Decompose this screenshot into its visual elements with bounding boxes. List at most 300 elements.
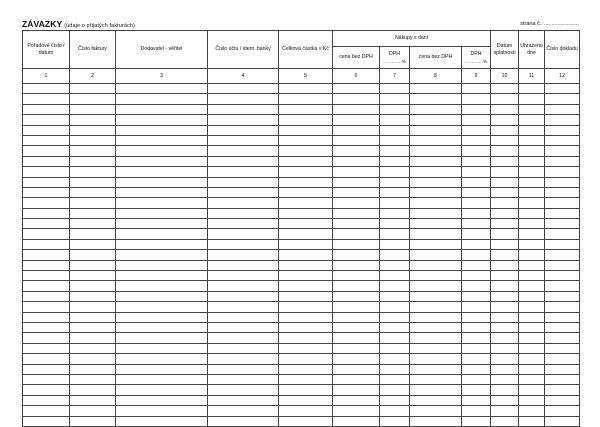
table-cell[interactable] xyxy=(462,219,491,229)
table-cell[interactable] xyxy=(208,187,279,197)
table-cell[interactable] xyxy=(70,281,116,291)
table-cell[interactable] xyxy=(380,187,410,197)
table-cell[interactable] xyxy=(462,146,491,156)
table-cell[interactable] xyxy=(462,406,491,416)
table-cell[interactable] xyxy=(70,156,116,166)
table-cell[interactable] xyxy=(279,115,333,125)
table-cell[interactable] xyxy=(462,333,491,343)
table-cell[interactable] xyxy=(70,167,116,177)
table-cell[interactable] xyxy=(491,271,519,281)
table-cell[interactable] xyxy=(380,94,410,104)
table-cell[interactable] xyxy=(410,406,462,416)
table-cell[interactable] xyxy=(208,333,279,343)
table-cell[interactable] xyxy=(380,156,410,166)
table-cell[interactable] xyxy=(208,406,279,416)
table-cell[interactable] xyxy=(279,302,333,312)
table-cell[interactable] xyxy=(462,260,491,270)
table-cell[interactable] xyxy=(410,167,462,177)
table-cell[interactable] xyxy=(333,84,380,94)
table-cell[interactable] xyxy=(519,374,545,384)
table-cell[interactable] xyxy=(462,343,491,353)
table-cell[interactable] xyxy=(279,135,333,145)
table-cell[interactable] xyxy=(116,146,208,156)
table-cell[interactable] xyxy=(208,208,279,218)
table-cell[interactable] xyxy=(116,84,208,94)
table-cell[interactable] xyxy=(279,312,333,322)
table-cell[interactable] xyxy=(208,146,279,156)
table-cell[interactable] xyxy=(545,198,580,208)
table-cell[interactable] xyxy=(208,271,279,281)
table-cell[interactable] xyxy=(462,302,491,312)
table-cell[interactable] xyxy=(333,187,380,197)
table-cell[interactable] xyxy=(70,333,116,343)
table-cell[interactable] xyxy=(116,250,208,260)
table-cell[interactable] xyxy=(491,177,519,187)
table-cell[interactable] xyxy=(519,354,545,364)
table-cell[interactable] xyxy=(116,302,208,312)
table-cell[interactable] xyxy=(380,395,410,405)
table-cell[interactable] xyxy=(116,395,208,405)
table-cell[interactable] xyxy=(279,281,333,291)
table-cell[interactable] xyxy=(208,260,279,270)
table-cell[interactable] xyxy=(279,167,333,177)
table-cell[interactable] xyxy=(519,177,545,187)
table-cell[interactable] xyxy=(545,312,580,322)
table-cell[interactable] xyxy=(23,125,70,135)
table-cell[interactable] xyxy=(70,239,116,249)
table-cell[interactable] xyxy=(279,406,333,416)
table-cell[interactable] xyxy=(116,333,208,343)
table-cell[interactable] xyxy=(70,374,116,384)
table-cell[interactable] xyxy=(491,135,519,145)
table-cell[interactable] xyxy=(116,177,208,187)
table-cell[interactable] xyxy=(410,135,462,145)
table-cell[interactable] xyxy=(333,135,380,145)
table-cell[interactable] xyxy=(116,281,208,291)
table-cell[interactable] xyxy=(410,250,462,260)
table-cell[interactable] xyxy=(70,271,116,281)
table-cell[interactable] xyxy=(23,406,70,416)
table-cell[interactable] xyxy=(23,94,70,104)
table-cell[interactable] xyxy=(23,177,70,187)
table-cell[interactable] xyxy=(380,260,410,270)
table-cell[interactable] xyxy=(462,291,491,301)
table-cell[interactable] xyxy=(380,385,410,395)
table-cell[interactable] xyxy=(545,125,580,135)
table-cell[interactable] xyxy=(491,104,519,114)
table-cell[interactable] xyxy=(410,104,462,114)
table-cell[interactable] xyxy=(491,156,519,166)
table-cell[interactable] xyxy=(462,312,491,322)
table-cell[interactable] xyxy=(70,104,116,114)
table-cell[interactable] xyxy=(410,94,462,104)
table-cell[interactable] xyxy=(545,187,580,197)
table-cell[interactable] xyxy=(519,312,545,322)
table-cell[interactable] xyxy=(208,250,279,260)
table-cell[interactable] xyxy=(116,260,208,270)
table-cell[interactable] xyxy=(333,406,380,416)
table-cell[interactable] xyxy=(380,198,410,208)
table-cell[interactable] xyxy=(279,104,333,114)
table-cell[interactable] xyxy=(462,271,491,281)
table-cell[interactable] xyxy=(462,187,491,197)
table-cell[interactable] xyxy=(70,146,116,156)
table-cell[interactable] xyxy=(380,302,410,312)
table-cell[interactable] xyxy=(208,135,279,145)
table-cell[interactable] xyxy=(116,94,208,104)
table-cell[interactable] xyxy=(410,84,462,94)
table-cell[interactable] xyxy=(279,260,333,270)
table-cell[interactable] xyxy=(23,302,70,312)
table-cell[interactable] xyxy=(116,219,208,229)
table-cell[interactable] xyxy=(545,239,580,249)
table-cell[interactable] xyxy=(462,177,491,187)
table-cell[interactable] xyxy=(23,239,70,249)
table-cell[interactable] xyxy=(410,187,462,197)
table-cell[interactable] xyxy=(116,271,208,281)
table-cell[interactable] xyxy=(519,167,545,177)
table-cell[interactable] xyxy=(410,385,462,395)
table-cell[interactable] xyxy=(70,135,116,145)
table-cell[interactable] xyxy=(519,333,545,343)
table-cell[interactable] xyxy=(380,219,410,229)
table-cell[interactable] xyxy=(70,219,116,229)
table-cell[interactable] xyxy=(70,115,116,125)
table-cell[interactable] xyxy=(545,177,580,187)
table-cell[interactable] xyxy=(208,385,279,395)
table-cell[interactable] xyxy=(333,219,380,229)
table-cell[interactable] xyxy=(410,374,462,384)
table-cell[interactable] xyxy=(380,239,410,249)
table-cell[interactable] xyxy=(491,219,519,229)
table-cell[interactable] xyxy=(519,219,545,229)
table-cell[interactable] xyxy=(70,260,116,270)
table-cell[interactable] xyxy=(279,322,333,332)
table-cell[interactable] xyxy=(491,291,519,301)
table-cell[interactable] xyxy=(208,302,279,312)
table-cell[interactable] xyxy=(23,146,70,156)
table-cell[interactable] xyxy=(491,385,519,395)
table-cell[interactable] xyxy=(545,208,580,218)
table-cell[interactable] xyxy=(116,239,208,249)
table-cell[interactable] xyxy=(279,250,333,260)
table-cell[interactable] xyxy=(208,177,279,187)
table-cell[interactable] xyxy=(491,343,519,353)
table-cell[interactable] xyxy=(410,364,462,374)
table-cell[interactable] xyxy=(116,312,208,322)
table-cell[interactable] xyxy=(23,198,70,208)
table-cell[interactable] xyxy=(333,177,380,187)
table-cell[interactable] xyxy=(519,260,545,270)
table-cell[interactable] xyxy=(519,208,545,218)
table-cell[interactable] xyxy=(410,395,462,405)
table-cell[interactable] xyxy=(208,167,279,177)
table-cell[interactable] xyxy=(279,177,333,187)
table-cell[interactable] xyxy=(333,208,380,218)
table-cell[interactable] xyxy=(70,291,116,301)
table-cell[interactable] xyxy=(462,229,491,239)
table-cell[interactable] xyxy=(279,84,333,94)
table-cell[interactable] xyxy=(333,333,380,343)
table-cell[interactable] xyxy=(70,302,116,312)
table-cell[interactable] xyxy=(519,271,545,281)
table-cell[interactable] xyxy=(208,219,279,229)
table-cell[interactable] xyxy=(519,84,545,94)
table-cell[interactable] xyxy=(410,239,462,249)
table-cell[interactable] xyxy=(116,385,208,395)
table-cell[interactable] xyxy=(116,187,208,197)
table-cell[interactable] xyxy=(519,343,545,353)
table-cell[interactable] xyxy=(380,374,410,384)
table-cell[interactable] xyxy=(23,364,70,374)
table-cell[interactable] xyxy=(208,374,279,384)
table-cell[interactable] xyxy=(462,115,491,125)
table-cell[interactable] xyxy=(333,239,380,249)
table-cell[interactable] xyxy=(462,198,491,208)
table-cell[interactable] xyxy=(116,374,208,384)
table-cell[interactable] xyxy=(70,322,116,332)
table-cell[interactable] xyxy=(519,281,545,291)
table-cell[interactable] xyxy=(279,198,333,208)
table-cell[interactable] xyxy=(333,343,380,353)
table-cell[interactable] xyxy=(23,115,70,125)
table-cell[interactable] xyxy=(410,208,462,218)
table-cell[interactable] xyxy=(519,406,545,416)
table-cell[interactable] xyxy=(23,260,70,270)
table-cell[interactable] xyxy=(333,198,380,208)
table-cell[interactable] xyxy=(333,322,380,332)
table-cell[interactable] xyxy=(279,374,333,384)
page-number-blank[interactable]: ....................... xyxy=(543,21,579,27)
table-cell[interactable] xyxy=(208,239,279,249)
table-cell[interactable] xyxy=(462,395,491,405)
table-cell[interactable] xyxy=(410,219,462,229)
table-cell[interactable] xyxy=(545,260,580,270)
table-cell[interactable] xyxy=(519,229,545,239)
table-cell[interactable] xyxy=(279,239,333,249)
table-cell[interactable] xyxy=(519,395,545,405)
table-cell[interactable] xyxy=(410,146,462,156)
table-cell[interactable] xyxy=(410,198,462,208)
table-cell[interactable] xyxy=(462,94,491,104)
table-cell[interactable] xyxy=(116,156,208,166)
table-cell[interactable] xyxy=(380,84,410,94)
table-cell[interactable] xyxy=(208,354,279,364)
table-cell[interactable] xyxy=(380,271,410,281)
table-cell[interactable] xyxy=(279,271,333,281)
table-cell[interactable] xyxy=(333,229,380,239)
table-cell[interactable] xyxy=(333,354,380,364)
table-cell[interactable] xyxy=(23,291,70,301)
header-vat-2-rate-blank[interactable]: .............% xyxy=(464,59,488,65)
table-cell[interactable] xyxy=(279,333,333,343)
table-cell[interactable] xyxy=(116,135,208,145)
table-cell[interactable] xyxy=(279,385,333,395)
table-cell[interactable] xyxy=(23,104,70,114)
header-vat-1-rate-blank[interactable]: .............% xyxy=(383,59,406,65)
table-cell[interactable] xyxy=(462,250,491,260)
table-cell[interactable] xyxy=(519,250,545,260)
table-cell[interactable] xyxy=(116,364,208,374)
table-cell[interactable] xyxy=(70,385,116,395)
table-cell[interactable] xyxy=(333,104,380,114)
table-cell[interactable] xyxy=(116,291,208,301)
table-cell[interactable] xyxy=(519,115,545,125)
table-cell[interactable] xyxy=(23,156,70,166)
table-cell[interactable] xyxy=(491,208,519,218)
table-cell[interactable] xyxy=(208,125,279,135)
table-cell[interactable] xyxy=(208,322,279,332)
table-cell[interactable] xyxy=(410,271,462,281)
table-cell[interactable] xyxy=(333,156,380,166)
table-cell[interactable] xyxy=(70,84,116,94)
table-cell[interactable] xyxy=(116,322,208,332)
table-cell[interactable] xyxy=(23,333,70,343)
table-cell[interactable] xyxy=(116,406,208,416)
table-cell[interactable] xyxy=(279,187,333,197)
table-cell[interactable] xyxy=(333,260,380,270)
table-cell[interactable] xyxy=(410,260,462,270)
table-cell[interactable] xyxy=(545,229,580,239)
table-cell[interactable] xyxy=(70,208,116,218)
table-cell[interactable] xyxy=(23,281,70,291)
table-cell[interactable] xyxy=(491,374,519,384)
table-cell[interactable] xyxy=(462,208,491,218)
table-cell[interactable] xyxy=(333,125,380,135)
table-cell[interactable] xyxy=(70,364,116,374)
table-cell[interactable] xyxy=(333,302,380,312)
table-cell[interactable] xyxy=(545,104,580,114)
table-cell[interactable] xyxy=(519,322,545,332)
table-cell[interactable] xyxy=(208,281,279,291)
table-cell[interactable] xyxy=(208,84,279,94)
table-cell[interactable] xyxy=(491,260,519,270)
table-cell[interactable] xyxy=(23,343,70,353)
table-cell[interactable] xyxy=(462,354,491,364)
table-cell[interactable] xyxy=(279,354,333,364)
table-cell[interactable] xyxy=(70,406,116,416)
table-cell[interactable] xyxy=(23,374,70,384)
table-cell[interactable] xyxy=(491,167,519,177)
table-cell[interactable] xyxy=(23,167,70,177)
table-cell[interactable] xyxy=(380,177,410,187)
table-cell[interactable] xyxy=(23,354,70,364)
table-cell[interactable] xyxy=(519,291,545,301)
table-cell[interactable] xyxy=(333,250,380,260)
table-cell[interactable] xyxy=(23,312,70,322)
table-cell[interactable] xyxy=(491,322,519,332)
table-cell[interactable] xyxy=(333,395,380,405)
table-cell[interactable] xyxy=(380,291,410,301)
table-cell[interactable] xyxy=(462,281,491,291)
table-cell[interactable] xyxy=(208,198,279,208)
table-cell[interactable] xyxy=(491,395,519,405)
table-cell[interactable] xyxy=(545,281,580,291)
table-cell[interactable] xyxy=(279,146,333,156)
table-cell[interactable] xyxy=(519,239,545,249)
table-cell[interactable] xyxy=(116,125,208,135)
table-cell[interactable] xyxy=(410,156,462,166)
table-cell[interactable] xyxy=(410,291,462,301)
table-cell[interactable] xyxy=(545,115,580,125)
table-cell[interactable] xyxy=(519,156,545,166)
table-cell[interactable] xyxy=(116,208,208,218)
table-cell[interactable] xyxy=(208,229,279,239)
table-cell[interactable] xyxy=(70,250,116,260)
table-cell[interactable] xyxy=(545,406,580,416)
table-cell[interactable] xyxy=(519,198,545,208)
table-cell[interactable] xyxy=(116,343,208,353)
table-cell[interactable] xyxy=(279,291,333,301)
table-cell[interactable] xyxy=(545,291,580,301)
table-cell[interactable] xyxy=(380,364,410,374)
table-cell[interactable] xyxy=(410,125,462,135)
table-cell[interactable] xyxy=(491,125,519,135)
table-cell[interactable] xyxy=(279,208,333,218)
table-cell[interactable] xyxy=(545,354,580,364)
table-cell[interactable] xyxy=(333,167,380,177)
table-cell[interactable] xyxy=(333,312,380,322)
table-cell[interactable] xyxy=(462,364,491,374)
table-cell[interactable] xyxy=(116,229,208,239)
table-cell[interactable] xyxy=(491,354,519,364)
table-cell[interactable] xyxy=(491,364,519,374)
table-cell[interactable] xyxy=(279,94,333,104)
table-cell[interactable] xyxy=(23,84,70,94)
table-cell[interactable] xyxy=(462,104,491,114)
table-cell[interactable] xyxy=(545,343,580,353)
table-cell[interactable] xyxy=(116,167,208,177)
table-cell[interactable] xyxy=(333,364,380,374)
table-cell[interactable] xyxy=(519,302,545,312)
table-cell[interactable] xyxy=(333,94,380,104)
table-cell[interactable] xyxy=(70,198,116,208)
table-cell[interactable] xyxy=(279,156,333,166)
table-cell[interactable] xyxy=(410,312,462,322)
table-cell[interactable] xyxy=(545,395,580,405)
table-cell[interactable] xyxy=(70,395,116,405)
table-cell[interactable] xyxy=(380,333,410,343)
table-cell[interactable] xyxy=(491,187,519,197)
table-cell[interactable] xyxy=(380,343,410,353)
table-cell[interactable] xyxy=(116,115,208,125)
table-cell[interactable] xyxy=(70,125,116,135)
table-cell[interactable] xyxy=(380,250,410,260)
table-cell[interactable] xyxy=(208,156,279,166)
table-cell[interactable] xyxy=(380,406,410,416)
table-cell[interactable] xyxy=(380,229,410,239)
table-cell[interactable] xyxy=(70,354,116,364)
table-cell[interactable] xyxy=(380,312,410,322)
table-cell[interactable] xyxy=(333,146,380,156)
table-cell[interactable] xyxy=(545,364,580,374)
table-cell[interactable] xyxy=(23,385,70,395)
table-cell[interactable] xyxy=(519,385,545,395)
table-cell[interactable] xyxy=(208,94,279,104)
table-cell[interactable] xyxy=(23,219,70,229)
table-cell[interactable] xyxy=(410,302,462,312)
table-cell[interactable] xyxy=(208,115,279,125)
table-cell[interactable] xyxy=(491,302,519,312)
table-cell[interactable] xyxy=(519,187,545,197)
table-cell[interactable] xyxy=(380,146,410,156)
table-cell[interactable] xyxy=(279,219,333,229)
table-cell[interactable] xyxy=(491,146,519,156)
table-cell[interactable] xyxy=(380,167,410,177)
table-cell[interactable] xyxy=(545,374,580,384)
table-cell[interactable] xyxy=(410,177,462,187)
table-cell[interactable] xyxy=(545,333,580,343)
